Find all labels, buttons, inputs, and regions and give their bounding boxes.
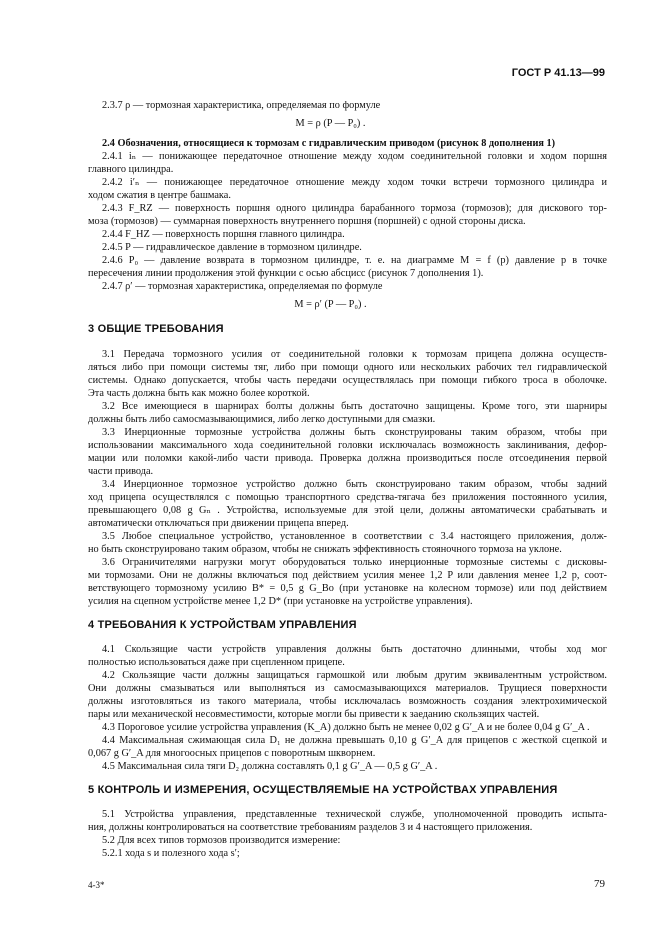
text-line: использовании максимального хода соединительной головки исключалась возможность заклинивания, дефор- — [88, 440, 607, 451]
text-line: усилия на сцепном устройстве менее 1,2 D* (при установке на устройстве управления). — [88, 596, 473, 607]
text-line: 3.6 Ограничителями нагрузки могут оборудоваться только инерционные тормозные системы с дисковы- — [102, 557, 607, 568]
text-line: ляться либо при помощи системы тяг, либо при помощи одного или нескольких рабочих тел гидравлической — [88, 362, 607, 373]
text-line: моза (тормозов) — суммарная поверхность внутреннего поршня (поршней) с одной стороны диска. — [88, 216, 526, 227]
text-line: 3.2 Все имеющиеся в шарнирах болты должны быть достаточно защищены. Кроме того, эти шарниры — [102, 401, 607, 412]
text-line: превышающего 0,08 g Gₙ . Устройства, используемые для этой цели, должны автоматически срабатывать и — [88, 505, 607, 516]
section-heading-5: 5 КОНТРОЛЬ И ИЗМЕРЕНИЯ, ОСУЩЕСТВЛЯЕМЫЕ НА УСТРОЙСТВАХ УПРАВЛЕНИЯ — [88, 784, 558, 796]
text-line: пересечения линии продолжения этой функции с осью абсцисс (рисунок 7 дополнения 1). — [88, 268, 484, 279]
text-line: части привода. — [88, 466, 154, 477]
text-line: 4.4 Максимальная сжимающая сила D₁ не должна превышать 0,10 g G′_A для прицепов с жесткой сцепкой и — [102, 735, 607, 746]
text-line: должны изготовляться из такого материала, чтобы исключалась возможность создания электрохимической — [88, 696, 607, 707]
text-line: 4.5 Максимальная сила тяги D₂ должна составлять 0,1 g G′_A — 0,5 g G′_A . — [102, 761, 438, 772]
subsection-heading: 2.4 Обозначения, относящиеся к тормозам с гидравлическим приводом (рисунок 8 дополнения 1) — [102, 138, 556, 149]
formula: M = ρ (P — P₀) . — [295, 118, 366, 129]
page-number: 79 — [594, 878, 605, 890]
text-line: должны быть либо самосмазывающимися, либо легко доступными для смазки. — [88, 414, 436, 425]
text-line: 5.2 Для всех типов тормозов производится измерение: — [102, 835, 341, 846]
text-line: 2.4.7 ρ′ — тормозная характеристика, определяемая по формуле — [102, 281, 383, 292]
text-line: 4.1 Скользящие части устройств управления должны быть достаточно длинными, чтобы ход мог — [102, 644, 607, 655]
text-line: главного цилиндра. — [88, 164, 174, 175]
text-line: полностью использоваться даже при сцепленном прицепе. — [88, 657, 345, 668]
text-line: ния, должны контролироваться на соответствие требованиям разделов 3 и 4 настоящего приложения. — [88, 822, 533, 833]
text-line: мации или поломки какой-либо части привода. Проверка должна производиться после отсоединения первой — [88, 453, 607, 464]
text-line: Эта часть должна быть как можно более короткой. — [88, 388, 310, 399]
section-heading-4: 4 ТРЕБОВАНИЯ К УСТРОЙСТВАМ УПРАВЛЕНИЯ — [88, 619, 357, 631]
text-line: 2.4.2 i′ₙ — понижающее передаточное отношение между ходом точки встречи тормозного цилиндра и — [102, 177, 607, 188]
section-heading-3: 3 ОБЩИЕ ТРЕБОВАНИЯ — [88, 323, 224, 335]
text-line: 2.4.3 F_RZ — поверхность поршня одного цилиндра барабанного тормоза (тормозов); для дискового тор- — [102, 203, 607, 214]
text-line: 3.3 Инерционные тормозные устройства должны быть сконструированы таким образом, чтобы при — [102, 427, 607, 438]
text-line: Они должны смазываться или выполняться из самосмазывающихся материалов. Трущиеся поверхности — [88, 683, 607, 694]
text-line: ми тормозами. Они не должны включаться под действием усилия менее 1,2 P или давления менее 1,2 p, соот- — [88, 570, 607, 581]
text-line: 0,067 g G′_A для многоосных прицепов с поворотным шкворнем. — [88, 748, 376, 759]
text-line: 2.4.5 P — гидравлическое давление в тормозном цилиндре. — [102, 242, 362, 253]
footer-mark: 4-3* — [88, 880, 105, 890]
text-line: 3.1 Передача тормозного усилия от соединительной головки к тормозам прицепа должна осуществ- — [102, 349, 607, 360]
text-line: 5.1 Устройства управления, представленные технической службе, уполномоченной проводить испыта- — [102, 809, 607, 820]
text-line: ветствующего тормозному усилию B* = 0,5 g G_Bo (при установке на колесном тормозе) или под действием — [88, 583, 607, 594]
standard-header: ГОСТ Р 41.13—99 — [511, 67, 605, 79]
text-line: 2.3.7 ρ — тормозная характеристика, определяемая по формуле — [102, 100, 381, 111]
text-line: системы. Однако допускается, чтобы часть передачи осуществлялась при помощи гибкого троса в оболочке. — [88, 375, 607, 386]
text-line: 2.4.6 P₀ — давление возврата в тормозном цилиндре, т. е. на диаграмме M = f (p) давление p в точке — [102, 255, 607, 266]
text-line: 2.4.4 F_HZ — поверхность поршня главного цилиндра. — [102, 229, 345, 240]
formula: M = ρ′ (P — P₀) . — [294, 299, 367, 310]
text-line: 2.4.1 iₙ — понижающее передаточное отношение между ходом соединительной головки и ходом поршня — [102, 151, 607, 162]
text-line: 3.4 Инерционное тормозное устройство должно быть сконструировано таким образом, чтобы задний — [102, 479, 607, 490]
text-line: ходом сжатия в центре башмака. — [88, 190, 231, 201]
text-line: 3.5 Любое специальное устройство, установленное в соответствии с 3.4 настоящего приложения, долж- — [102, 531, 607, 542]
text-line: автоматически отключаться при движении прицепа вперед. — [88, 518, 349, 529]
text-line: ход прицепа осуществлялся с помощью транспортного средства-тягача без приложения постоянного усилия, — [88, 492, 607, 503]
text-line: но быть сконструировано таким образом, чтобы не снижать эффективность стояночного тормоза на уклоне. — [88, 544, 562, 555]
text-line: пары или механической несовместимости, которые могли бы привести к заеданию скользящих частей. — [88, 709, 540, 720]
text-line: 4.2 Скользящие части должны защищаться гармошкой или любым другим эквивалентным устройством. — [102, 670, 607, 681]
text-line: 5.2.1 хода s и полезного хода s′; — [102, 848, 240, 859]
text-line: 4.3 Пороговое усилие устройства управления (K_A) должно быть не менее 0,02 g G′_A и не более 0,04 g G′_A . — [102, 722, 590, 733]
